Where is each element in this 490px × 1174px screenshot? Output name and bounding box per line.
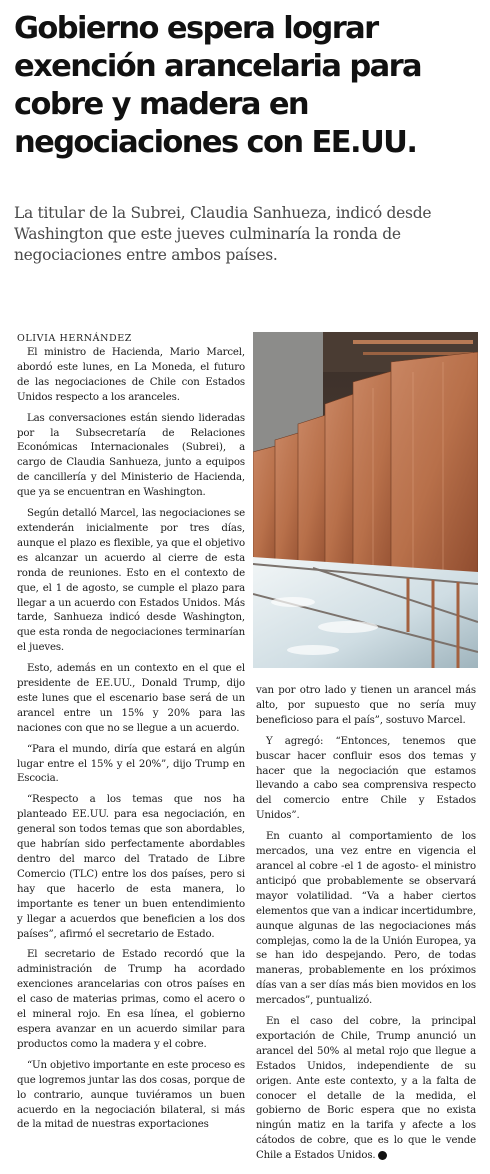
paragraph: “Para el mundo, diría que estará en algún lugar entre el 15% y el 20%”, dijo Trump en Escocia. [17,743,245,785]
paragraph: Y agregó: “Entonces, tenemos que buscar hacer confluir esos dos temas y hacer que la negociación que estamos llevando a cabo sea comprensiva respecto del comercio entre Chile y Estados Unidos”. [256,735,476,822]
paragraph: Las conversaciones están siendo lideradas por la Subsecretaría de Relaciones Económicas Internacionales (Subrei), a cargo de Claudia Sanhueza, junto a equipos de cancillería y del Ministerio de Hacienda, que ya se encuentran en Washington. [17,412,245,499]
paragraph [256,1015,476,1164]
paragraph: Según detalló Marcel, las negociaciones se extenderán inicialmente por tres días, aunque el plazo es flexible, ya que el objetivo es alcanzar un acuerdo al cierre de esta ronda de reuniones. Esto en el contexto de que, el 1 de agosto, se cumple el plazo para llegar a un acuerdo con Estados Unidos. Más tarde, Sanhueza indicó desde Washington, que esta ronda de negociaciones terminarían el jueves. [17,508,245,654]
article-headline: Gobierno espera lograr exención arancelaria para cobre y madera en negociaciones con EE.UU. [14,11,422,160]
paragraph: Esto, además en un contexto en el que el presidente de EE.UU., Donald Trump, dijo este lunes que el escenario base será de un arancel entre un 15% y 20% para las naciones con que no se llegue a un acuerdo. [17,663,245,734]
copper-refinery-illustration [253,332,478,668]
end-of-article-icon: P [378,1151,387,1160]
article-column-2 [256,684,476,1170]
paragraph: El secretario de Estado recordó que la administración de Trump ha acordado exenciones arancelarias con otros países en el caso de materias primas, como el acero o el mineral rojo. En esa línea, el gobierno espera avanzar en un acuerdo similar para productos como la madera y el cobre. [17,949,245,1050]
byline: OLIVIA HERNÁNDEZ [17,333,132,344]
paragraph: “Un objetivo importante en este proceso es que logremos juntar las dos cosas, porque de lo contrario, aunque tuviéramos un buen acuerdo en la negociación bilateral, si más de la mitad de nuestras exportaciones [17,1059,245,1131]
copper-refinery-photo [253,332,478,668]
paragraph: El ministro de Hacienda, Mario Marcel, abordó este lunes, en La Moneda, el futuro de las negociaciones de Chile con Estados Unidos respecto a los aranceles. [17,347,245,403]
paragraph: van por otro lado y tienen un arancel más alto, por supuesto que no sería muy beneficioso para el país”, sostuvo Marcel. [256,685,476,726]
paragraph-text: En el caso del cobre, la principal exportación de Chile, Trump anunció un arancel del 50% al metal rojo que llegue a Estados Unidos, independiente de su origen. Ante este contexto, y a la falta de conocer el detalle de la medida, el gobierno de Boric espera que no exista ningún matiz en la tarifa y afecte a los cátodos de cobre, que es lo que le vende Chile a Estados Unidos. [256,1016,476,1162]
paragraph: En cuanto al comportamiento de los mercados, una vez entre en vigencia el arancel al cobre -el 1 de agosto- el ministro anticipó que probablemente se observará mayor volatilidad. “Va a haber ciertos elementos que van a indicar incertidumbre, aunque algunas de las negociaciones más complejas, como la de la Unión Europea, ya se han ido despejando. Pero, de todas maneras, probablemente en los próximos días van a ser días más bien movidos en los mercados”, puntualizó. [256,831,477,1007]
article-column-1 [17,346,245,1139]
paragraph: “Respecto a los temas que nos ha planteado EE.UU. para esa negociación, en general son todos temas que son abordables, que habrían sido perfectamente abordables dentro del marco del Tratado de Libre Comercio (TLC) entre los dos países, pero si hay que hacerlo de esta manera, lo importante es tener un buen entendimiento y llegar a acuerdos que beneficien a los dos países”, afirmó el secretario de Estado. [17,794,245,940]
article-subhead: La titular de la Subrei, Claudia Sanhueza, indicó desde Washington que este jueves culminaría la ronda de negociaciones entre ambos países. [14,204,432,264]
